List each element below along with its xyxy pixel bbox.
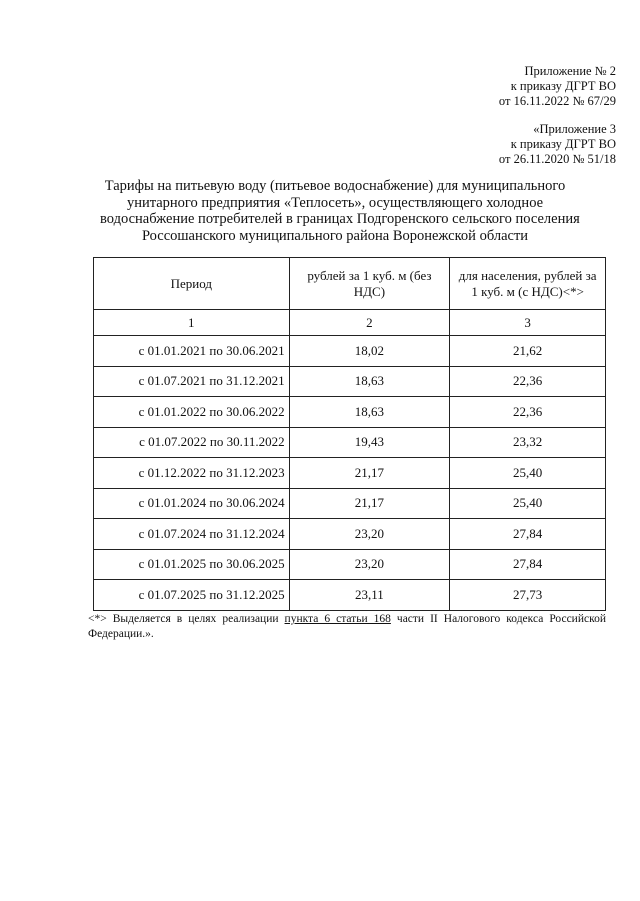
cell-period: с 01.01.2022 по 30.06.2022 — [94, 397, 290, 428]
footnote-law-link[interactable]: пункта 6 статьи 168 — [284, 613, 391, 625]
cell-period: с 01.12.2022 по 31.12.2023 — [94, 458, 290, 489]
document-title — [100, 178, 580, 244]
appendix-number: Приложение № 2 — [524, 64, 616, 78]
column-number-row — [94, 310, 606, 336]
header-no-vat: рублей за 1 куб. м (без НДС) — [289, 258, 450, 310]
footnote-prefix: <*> Выделяется в целях реализации — [88, 613, 285, 625]
cell-no-vat: 23,20 — [289, 549, 450, 580]
cell-no-vat: 18,02 — [289, 336, 450, 367]
cell-population: 27,84 — [450, 549, 606, 580]
cell-period: с 01.07.2024 по 31.12.2024 — [94, 519, 290, 550]
title-line: унитарного предприятия «Теплосеть», осуществляющего холодное — [126, 194, 544, 211]
column-number: 1 — [94, 310, 290, 336]
appendix-reference-original — [499, 122, 616, 167]
cell-period: с 01.07.2021 по 31.12.2021 — [94, 366, 290, 397]
title-line: водоснабжение потребителей в границах Подгоренского сельского поселения — [100, 211, 580, 227]
table-row — [94, 519, 606, 550]
table-row — [94, 549, 606, 580]
cell-period: с 01.01.2025 по 30.06.2025 — [94, 549, 290, 580]
table-header-row — [94, 258, 606, 310]
footnote — [88, 612, 606, 642]
cell-population: 27,84 — [450, 519, 606, 550]
cell-period: с 01.01.2021 по 30.06.2021 — [94, 336, 290, 367]
title-line: Россошанского муниципального района Воронежской области — [141, 227, 529, 244]
cell-population: 22,36 — [450, 397, 606, 428]
column-number: 3 — [450, 310, 606, 336]
table-row — [94, 458, 606, 489]
cell-population: 22,36 — [450, 366, 606, 397]
cell-period: с 01.07.2025 по 31.12.2025 — [94, 580, 290, 611]
appendix-order-ref: к приказу ДГРТ ВО — [510, 79, 616, 93]
appendix-reference-current — [499, 64, 616, 109]
header-period: Период — [94, 258, 290, 310]
title-line: Тарифы на питьевую воду (питьевое водоснабжение) для муниципального — [104, 178, 566, 194]
tariff-table — [93, 257, 606, 611]
column-number: 2 — [289, 310, 450, 336]
cell-no-vat: 18,63 — [289, 366, 450, 397]
table-row — [94, 336, 606, 367]
table-row — [94, 427, 606, 458]
cell-population: 23,32 — [450, 427, 606, 458]
table-row — [94, 366, 606, 397]
cell-no-vat: 21,17 — [289, 488, 450, 519]
cell-population: 27,73 — [450, 580, 606, 611]
cell-no-vat: 19,43 — [289, 427, 450, 458]
cell-period: с 01.07.2022 по 30.11.2022 — [94, 427, 290, 458]
table-row — [94, 488, 606, 519]
table-row — [94, 397, 606, 428]
appendix-order-date: от 16.11.2022 № 67/29 — [498, 94, 616, 108]
cell-no-vat: 18,63 — [289, 397, 450, 428]
appendix-number: «Приложение 3 — [533, 122, 616, 136]
table-row — [94, 580, 606, 611]
cell-no-vat: 23,11 — [289, 580, 450, 611]
cell-no-vat: 21,17 — [289, 458, 450, 489]
appendix-order-ref: к приказу ДГРТ ВО — [510, 137, 616, 151]
footnote-suffix: части II Налогового кодекса Российской Федерации.». — [88, 613, 606, 640]
cell-population: 21,62 — [450, 336, 606, 367]
appendix-order-date: от 26.11.2020 № 51/18 — [498, 152, 616, 166]
cell-no-vat: 23,20 — [289, 519, 450, 550]
cell-population: 25,40 — [450, 488, 606, 519]
cell-population: 25,40 — [450, 458, 606, 489]
cell-period: с 01.01.2024 по 30.06.2024 — [94, 488, 290, 519]
header-population: для населения, рублей за 1 куб. м (с НДС)<*> — [450, 258, 606, 310]
